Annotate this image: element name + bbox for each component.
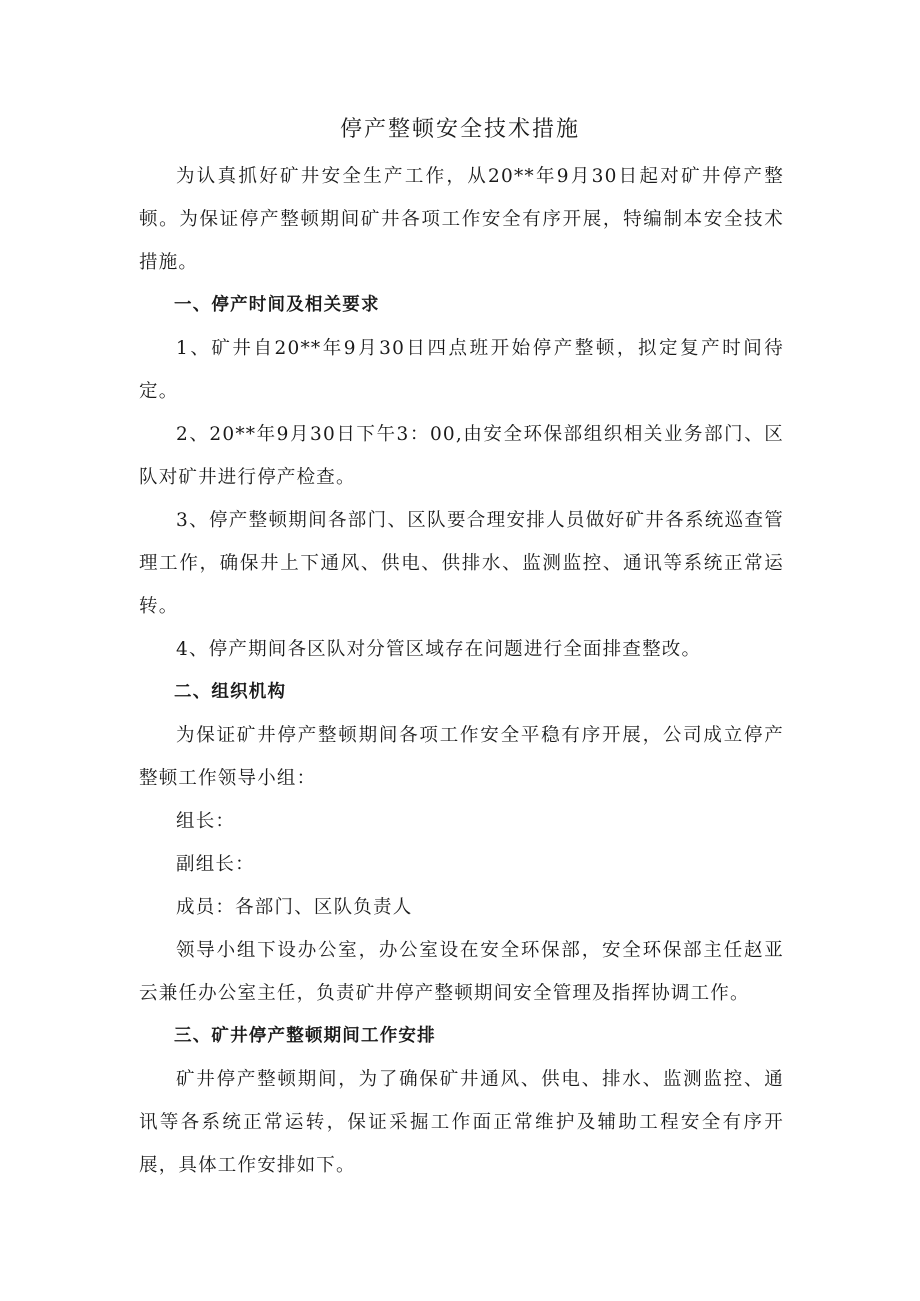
section2-members: 成员：各部门、区队负责人 — [176, 897, 413, 918]
section3-paragraph: 矿井停产整顿期间，为了确保矿井通风、供电、排水、监测监控、通讯等各系统正常运转，保证采掘工作面正常维护及辅助工程安全有序开展，具体工作安排如下。 — [139, 1069, 784, 1176]
section2-deputy: 副组长： — [176, 854, 255, 875]
intro-paragraph: 为认真抓好矿井安全生产工作，从20**年9月30日起对矿井停产整顿。为保证停产整顿期间矿井各项工作安全有序开展，特编制本安全技术措施。 — [139, 166, 784, 273]
section1-item-2: 2、20**年9月30日下午3：00,由安全环保部组织相关业务部门、区队对矿井进行停产检查。 — [139, 424, 784, 488]
document-title: 停产整顿安全技术措施 — [339, 117, 580, 142]
section1-item-1: 1、矿井自20**年9月30日四点班开始停产整顿，拟定复产时间待定。 — [139, 338, 784, 402]
section2-leader: 组长： — [176, 811, 236, 832]
section-heading-2: 二、组织机构 — [174, 682, 287, 702]
document-body — [139, 155, 784, 1187]
section2-paragraph: 为保证矿井停产整顿期间各项工作安全平稳有序开展，公司成立停产整顿工作领导小组： — [139, 725, 784, 789]
section1-item-4: 4、停产期间各区队对分管区域存在问题进行全面排查整改。 — [176, 639, 702, 660]
section-heading-1: 一、停产时间及相关要求 — [174, 295, 380, 315]
section1-item-3: 3、停产整顿期间各部门、区队要合理安排人员做好矿井各系统巡查管理工作，确保井上下通风、供电、供排水、监测监控、通讯等系统正常运转。 — [139, 510, 784, 617]
section2-office: 领导小组下设办公室，办公室设在安全环保部，安全环保部主任赵亚云兼任办公室主任，负责矿井停产整顿期间安全管理及指挥协调工作。 — [139, 940, 784, 1004]
section-heading-3: 三、矿井停产整顿期间工作安排 — [174, 1026, 436, 1046]
